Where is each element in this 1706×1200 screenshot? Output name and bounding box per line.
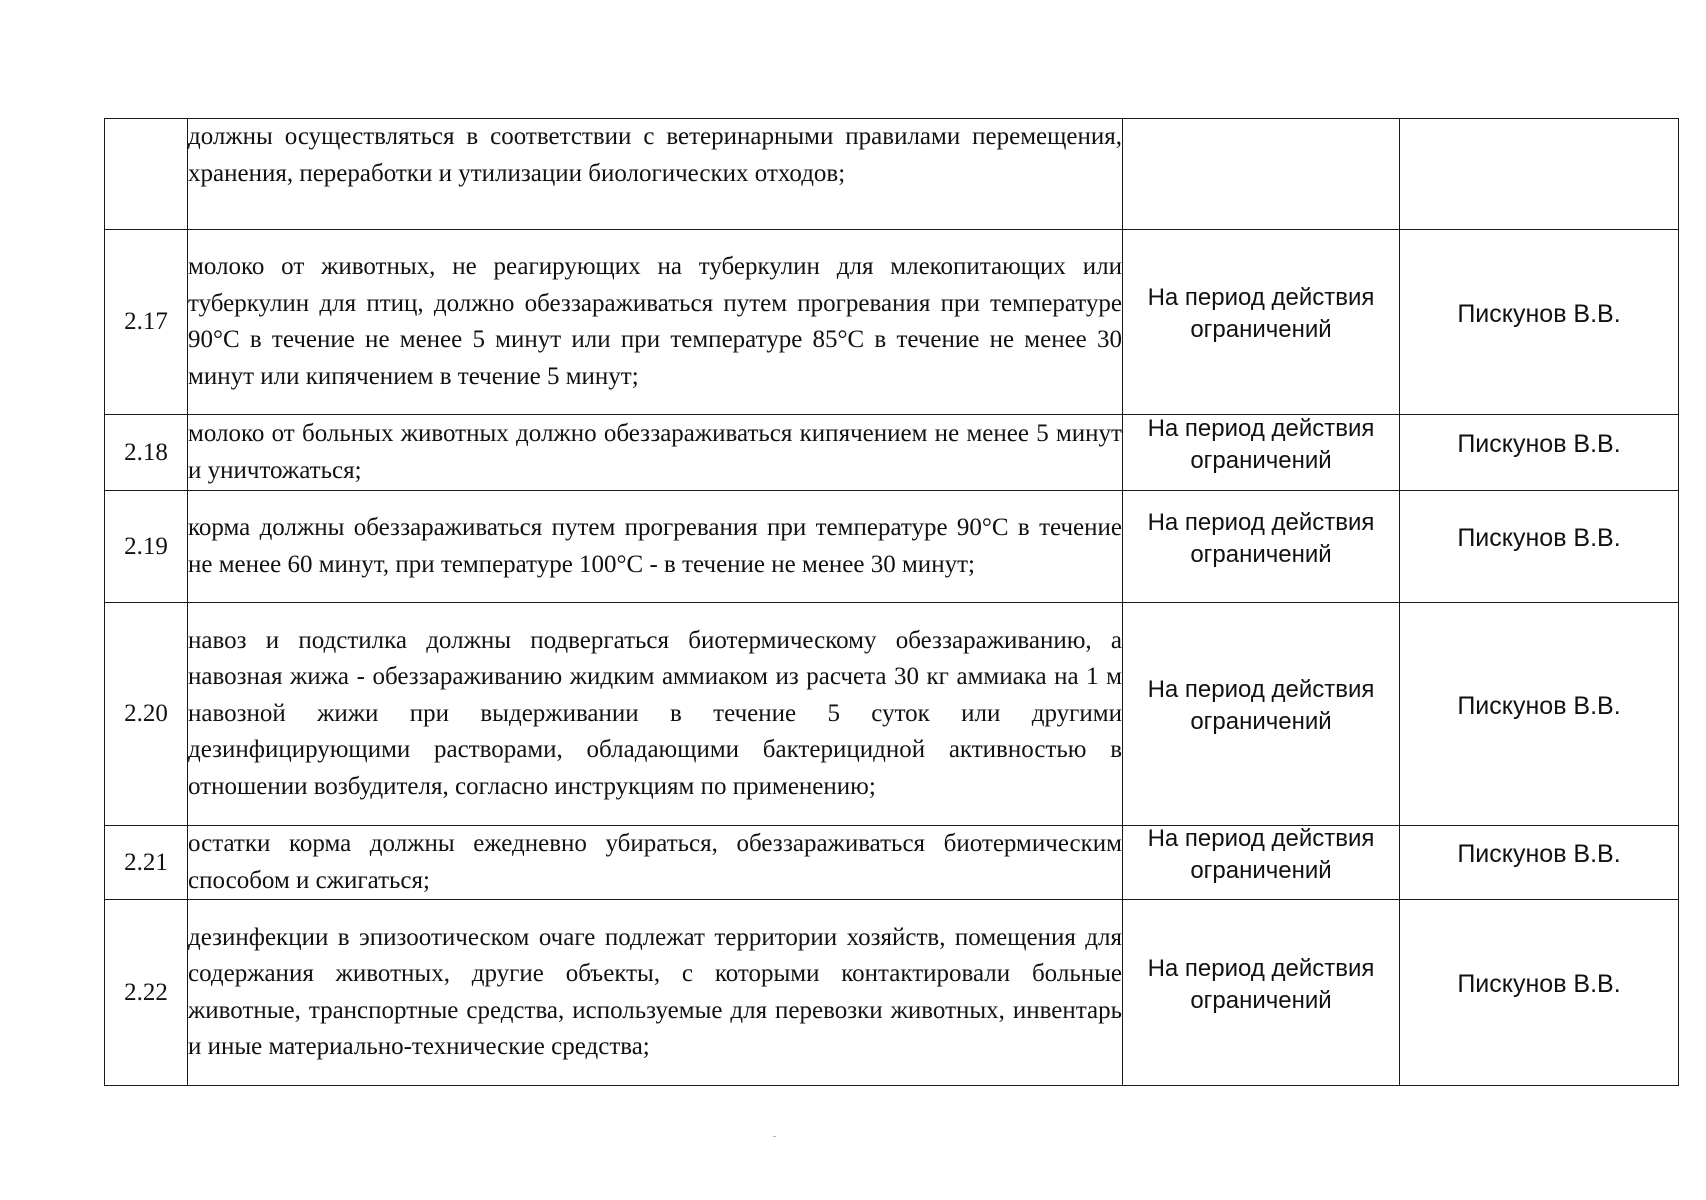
term-cell bbox=[1123, 826, 1400, 900]
measure-text: навоз и подстилка должны подвергаться биотермическому обеззараживанию, а навозная жижа - обеззараживанию жидким аммиаком из расчета 30 кг аммиака на 1 м навозной жижи при выдерживании в течение 5 суток или другими дезинфицирующими растворами, обладающими бактерицидной активностью в отношении возбудителя, согласно инструкциям по применению; bbox=[188, 603, 1123, 826]
item-number: 2.20 bbox=[105, 603, 188, 826]
term-text: На период действия ограничений bbox=[1147, 508, 1375, 568]
table-row bbox=[105, 900, 1679, 1086]
term-cell bbox=[1123, 900, 1400, 1086]
term-text: На период действия ограничений bbox=[1147, 676, 1375, 735]
responsible-cell bbox=[1400, 491, 1679, 603]
measure-text: корма должны обеззараживаться путем прогревания при температуре 90°С в течение не менее 60 минут, при температуре 100°С - в течение не менее 30 минут; bbox=[188, 491, 1123, 603]
table-row bbox=[105, 230, 1679, 415]
responsible-text: Пискунов В.В. bbox=[1457, 430, 1621, 458]
table-row bbox=[105, 491, 1679, 603]
responsible-text: Пискунов В.В. bbox=[1457, 691, 1621, 720]
term-cell bbox=[1123, 230, 1400, 415]
item-number: 2.21 bbox=[105, 826, 188, 900]
term-text: На период действия ограничений bbox=[1147, 414, 1375, 474]
responsible-cell bbox=[1400, 119, 1679, 230]
item-number: 2.17 bbox=[105, 230, 188, 415]
responsible-text: Пискунов В.В. bbox=[1457, 840, 1621, 868]
table-row bbox=[105, 603, 1679, 826]
responsible-cell bbox=[1400, 826, 1679, 900]
responsible-cell bbox=[1400, 900, 1679, 1086]
responsible-cell bbox=[1400, 415, 1679, 491]
table-row bbox=[105, 826, 1679, 900]
scan-speck bbox=[773, 1136, 776, 1137]
term-cell bbox=[1123, 415, 1400, 491]
table-row bbox=[105, 119, 1679, 230]
item-number: 2.22 bbox=[105, 900, 188, 1086]
item-number: 2.19 bbox=[105, 491, 188, 603]
measure-text: молоко от животных, не реагирующих на туберкулин для млекопитающих или туберкулин для птиц, должно обеззараживаться путем прогревания при температуре 90°С в течение не менее 5 минут или при температуре 85°С в течение не менее 30 минут или кипячением в течение 5 минут; bbox=[188, 230, 1123, 415]
term-cell bbox=[1123, 119, 1400, 230]
term-cell bbox=[1123, 603, 1400, 826]
item-number: 2.18 bbox=[105, 415, 188, 491]
responsible-text: Пискунов В.В. bbox=[1457, 524, 1621, 552]
measure-text: остатки корма должны ежедневно убираться, обеззараживаться биотермическим способом и сжигаться; bbox=[188, 826, 1123, 900]
measure-text: должны осуществляться в соответствии с ветеринарными правилами перемещения, хранения, переработки и утилизации биологических отходов; bbox=[188, 119, 1123, 230]
responsible-cell bbox=[1400, 603, 1679, 826]
responsible-cell bbox=[1400, 230, 1679, 415]
item-number bbox=[105, 119, 188, 230]
measures-table bbox=[104, 118, 1679, 1086]
table-row bbox=[105, 415, 1679, 491]
term-text: На период действия ограничений bbox=[1147, 284, 1375, 343]
responsible-text: Пискунов В.В. bbox=[1457, 299, 1621, 328]
responsible-text: Пискунов В.В. bbox=[1457, 970, 1621, 998]
term-text: На период действия ограничений bbox=[1147, 824, 1375, 884]
term-text: На период действия ограничений bbox=[1147, 954, 1375, 1014]
measure-text: молоко от больных животных должно обеззараживаться кипячением не менее 5 минут и уничтожаться; bbox=[188, 415, 1123, 491]
term-cell bbox=[1123, 491, 1400, 603]
measure-text: дезинфекции в эпизоотическом очаге подлежат территории хозяйств, помещения для содержания животных, другие объекты, с которыми контактировали больные животные, транспортные средства, используемые для перевозки животных, инвентарь и иные материально-технические средства; bbox=[188, 900, 1123, 1086]
